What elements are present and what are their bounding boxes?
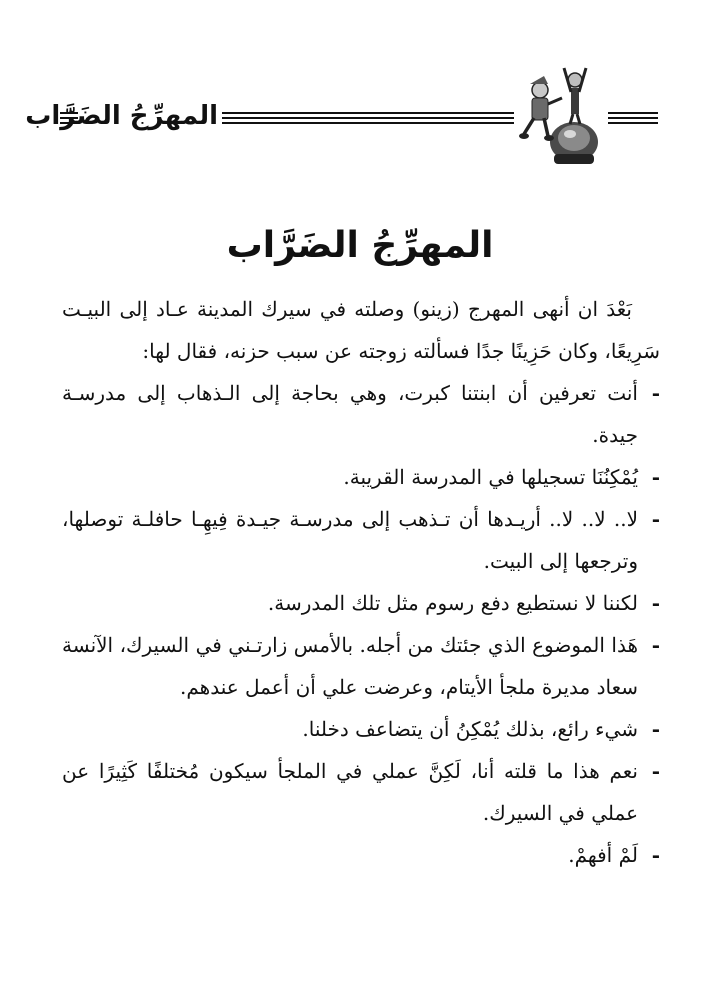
dialogue-dash: - [651, 759, 660, 783]
dialogue-text: يُمْكِنُنَا تسجيلها في المدرسة القريبة. [343, 465, 638, 489]
dialogue-text: أنت تعرفين أن ابنتنا كبرت، وهي بحاجة إلى الـذهاب إلى مدرسـة جيدة. [62, 381, 638, 447]
dialogue-dash: - [651, 381, 660, 405]
dialogue-text: شيء رائع، بذلك يُمْكِنُ أن يتضاعف دخلنا. [302, 717, 638, 741]
dialogue-text: لكننا لا نستطيع دفع رسوم مثل تلك المدرسة. [267, 591, 638, 615]
dialogue-dash: - [651, 633, 660, 657]
dialogue-line [62, 834, 660, 876]
header-rule-right [608, 112, 658, 124]
running-title: المهرِّجُ الضَرَّاب [25, 101, 218, 131]
dialogue-text: لَمْ أفهمْ. [568, 843, 638, 867]
header-rule-middle [222, 112, 514, 124]
story-text [62, 288, 660, 876]
dialogue-dash: - [651, 465, 660, 489]
dialogue-text: نعم هذا ما قلته أنا، لَكِنَّ عملي في الملجأ سيكون مُختلفًا كَثِيرًا عن عملي في السيرك. [62, 759, 638, 825]
dialogue-line [62, 372, 660, 456]
dialogue-dash: - [651, 843, 660, 867]
dialogue-line [62, 624, 660, 708]
dialogue-line [62, 750, 660, 834]
dialogue-text: لا.. لا.. لا.. أريـدها أن تـذهب إلى مدرسـة جيـدة فِيهِـا حافلـة توصلها، وترجعها إلى البيت. [62, 507, 638, 573]
dialogue-line [62, 456, 660, 498]
chapter-title: المهرِّجُ الضَرَّاب [226, 225, 494, 266]
dialogue-line [62, 498, 660, 582]
dialogue-line [62, 708, 660, 750]
dialogue-dash: - [651, 507, 660, 531]
dialogue-dash: - [651, 717, 660, 741]
dialogue-text: هَذا الموضوع الذي جئتك من أجله. بالأمس زارتـني في السيرك، الآنسة سعاد مديرة ملجأ الأيتام، وعرضت علي أن أعمل عندهم. [62, 633, 638, 699]
clown-cannon-icon [518, 58, 606, 168]
running-header [25, 58, 660, 168]
opening-paragraph: بَعْدَ ان أنهى المهرج (زينو) وصلته في سيرك المدينة عـاد إلى البيـت سَرِيعًا، وكان حَزِينًا جدًا فسألته زوجته عن سبب حزنه، فقال لها: [62, 297, 660, 363]
dialogue-line [62, 582, 660, 624]
dialogue-dash: - [651, 591, 660, 615]
